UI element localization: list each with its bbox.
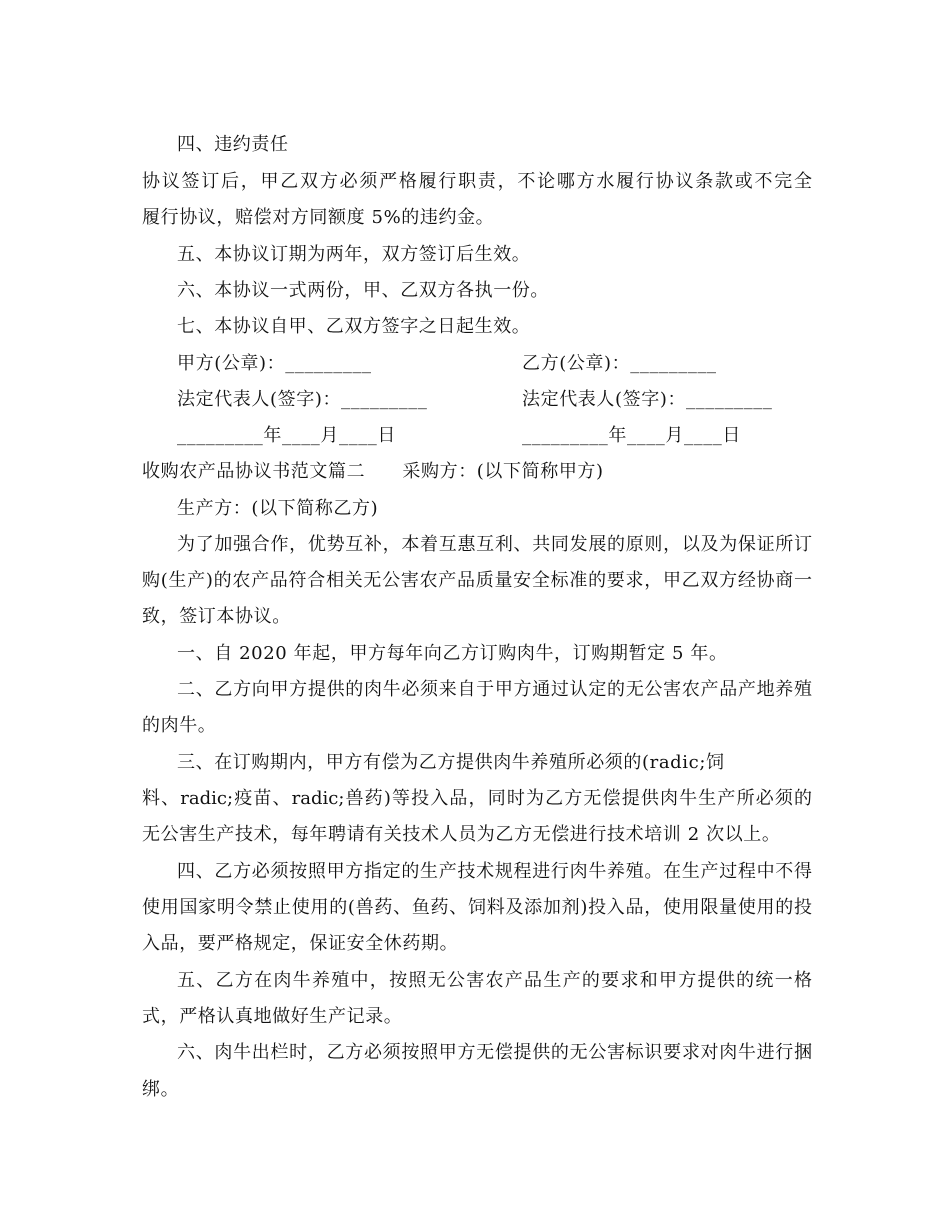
paragraph-line: 绑。 [142,1079,180,1100]
section-title-two: 收购农产品协议书范文篇二 采购方：(以下简称甲方) [142,461,604,482]
paragraph-line: 无公害生产技术，每年聘请有关技术人员为乙方无偿进行技术培训 2 次以上。 [142,824,781,845]
section-heading-liability: 四、违约责任 [177,134,289,155]
clause-three: 三、在订购期内，甲方有偿为乙方提供肉牛养殖所必须的(radic;饲 [177,752,725,773]
clause-term: 五、本协议订期为两年，双方签订后生效。 [177,244,531,265]
clause-two: 二、乙方向甲方提供的肉牛必须来自于甲方通过认定的无公害农产品产地养殖 [177,679,812,700]
paragraph-line: 的肉牛。 [142,715,217,736]
party-a-date-field: _________年____月____日 [177,425,396,446]
clause-five: 五、乙方在肉牛养殖中，按照无公害农产品生产的要求和甲方提供的统一格 [177,970,812,991]
paragraph-line: 使用国家明令禁止使用的(兽药、鱼药、饲料及添加剂)投入品，使用限量使用的投 [142,897,812,918]
party-b-representative-field: 法定代表人(签字)：_________ [522,389,773,410]
producer-line: 生产方：(以下简称乙方) [177,498,379,519]
paragraph-line: 履行协议，赔偿对方同额度 5%的违约金。 [142,207,495,228]
paragraph-line: 协议签订后，甲乙双方必须严格履行职责，不论哪方水履行协议条款或不完全 [142,171,812,192]
paragraph-line: 入品，要严格规定，保证安全休药期。 [142,933,459,954]
paragraph-line: 式，严格认真地做好生产记录。 [142,1006,403,1027]
clause-effective: 七、本协议自甲、乙双方签字之日起生效。 [177,316,531,337]
paragraph-line: 致，签订本协议。 [142,606,291,627]
paragraph-line: 为了加强合作，优势互补，本着互惠互利、共同发展的原则，以及为保证所订 [177,534,812,555]
paragraph-line: 购(生产)的农产品符合相关无公害农产品质量安全标准的要求，甲乙双方经协商一 [142,570,812,591]
party-a-representative-field: 法定代表人(签字)：_________ [177,389,428,410]
clause-six: 六、肉牛出栏时，乙方必须按照甲方无偿提供的无公害标识要求对肉牛进行捆 [177,1042,812,1063]
clause-four: 四、乙方必须按照甲方指定的生产技术规程进行肉牛养殖。在生产过程中不得 [177,861,812,882]
party-b-seal-field: 乙方(公章)：_________ [522,353,717,374]
party-b-date-field: _________年____月____日 [522,425,741,446]
paragraph-line: 料、radic;疫苗、radic;兽药)等投入品，同时为乙方无偿提供肉牛生产所必须的 [142,788,812,809]
party-a-seal-field: 甲方(公章)：_________ [177,353,372,374]
clause-copies: 六、本协议一式两份，甲、乙双方各执一份。 [177,280,549,301]
clause-one: 一、自 2020 年起，甲方每年向乙方订购肉牛，订购期暂定 5 年。 [177,643,728,664]
